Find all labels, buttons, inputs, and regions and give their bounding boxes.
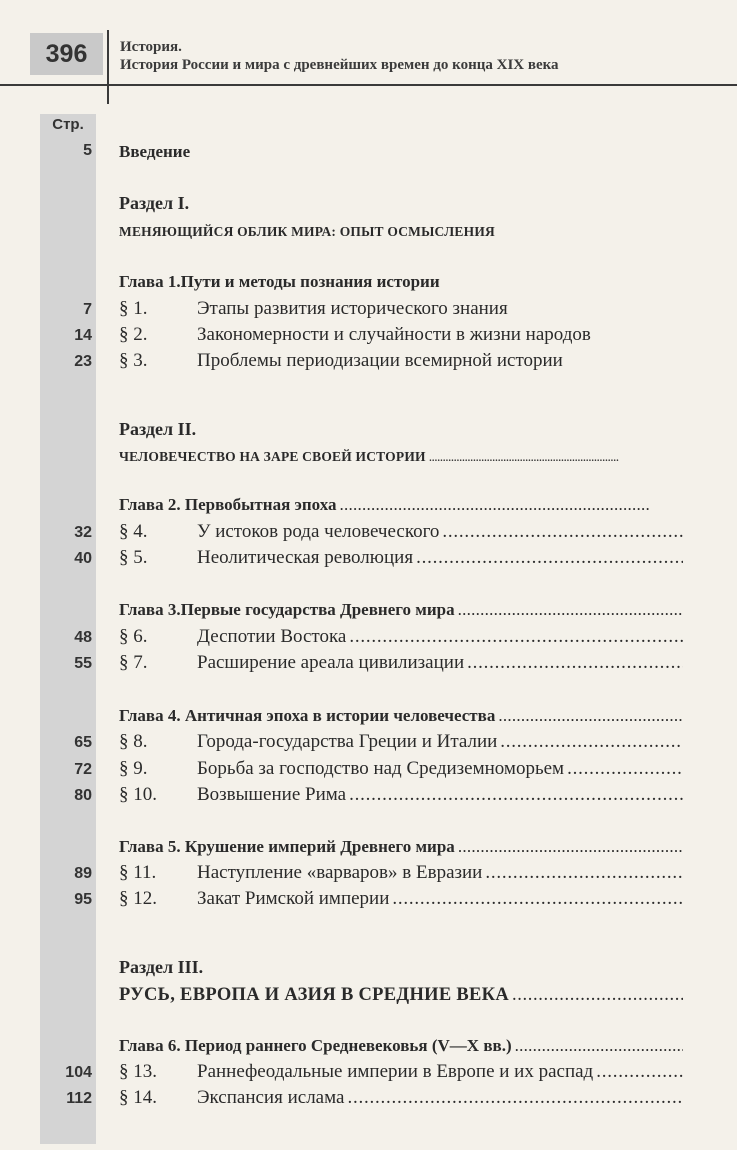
paragraph-title: Этапы развития исторического знания: [197, 298, 508, 319]
toc-paragraph-entry[interactable]: [119, 731, 683, 753]
leader-dots: [340, 495, 683, 515]
leader-dots: [349, 626, 683, 648]
toc-paragraph-entry[interactable]: [119, 547, 683, 569]
leader-dots: [416, 547, 683, 569]
paragraph-number: § 6.: [119, 626, 148, 647]
section-title[interactable]: [119, 985, 683, 1006]
gutter-label: Стр.: [52, 116, 84, 133]
paragraph-title: Расширение ареала цивилизации: [197, 652, 465, 673]
section-title[interactable]: [119, 449, 683, 465]
toc-paragraph-entry[interactable]: [119, 1061, 683, 1083]
header-vertical-rule: [107, 30, 109, 104]
section-label: [119, 193, 683, 214]
paragraph-number: § 12.: [119, 888, 157, 909]
toc-paragraph-entry[interactable]: [119, 1087, 683, 1109]
leader-dots: [512, 985, 683, 1006]
chapter-title: Глава 3.Первые государства Древнего мира: [119, 600, 455, 619]
header-horizontal-rule: [0, 84, 737, 86]
toc-chapter-entry[interactable]: [119, 706, 683, 726]
leader-dots: [567, 758, 683, 780]
toc-page-number: 80: [74, 787, 92, 804]
toc-paragraph-entry[interactable]: [119, 521, 683, 543]
section-label-text: Раздел II.: [119, 419, 197, 439]
page-number: 396: [30, 33, 103, 75]
leader-dots: [458, 837, 683, 857]
toc-chapter-entry[interactable]: [119, 837, 683, 857]
paragraph-title: Закат Римской империи: [197, 888, 390, 909]
toc-page-number: 65: [74, 734, 92, 751]
leader-dots: [500, 731, 683, 753]
paragraph-title: У истоков рода человеческого: [197, 521, 440, 542]
toc-intro-title: Введение: [119, 142, 191, 161]
toc-page-number: 14: [74, 327, 92, 344]
paragraph-title: Неолитическая революция: [197, 547, 414, 568]
toc-page-number: 95: [74, 891, 92, 908]
paragraph-title: Борьба за господство над Средиземноморьем: [197, 758, 565, 779]
paragraph-number: § 7.: [119, 652, 148, 673]
toc-page-number: 55: [74, 655, 92, 672]
paragraph-number: § 13.: [119, 1061, 157, 1082]
paragraph-title: Наступление «варваров» в Евразии: [197, 862, 483, 883]
paragraph-number: § 9.: [119, 758, 148, 779]
toc-paragraph-entry[interactable]: [119, 626, 683, 648]
paragraph-title: Закономерности и случайности в жизни народов: [197, 324, 591, 345]
section-title-text: РУСЬ, ЕВРОПА И АЗИЯ В СРЕДНИЕ ВЕКА: [119, 985, 510, 1005]
leader-dots: [442, 521, 683, 543]
paragraph-number: § 3.: [119, 350, 148, 371]
toc-paragraph-entry[interactable]: [119, 324, 683, 346]
section-title-text: ЧЕЛОВЕЧЕСТВО НА ЗАРЕ СВОЕЙ ИСТОРИИ: [119, 449, 426, 464]
section-label-text: Раздел III.: [119, 957, 204, 977]
running-header: [120, 38, 559, 74]
leader-dots: [485, 862, 683, 884]
paragraph-number: § 1.: [119, 298, 148, 319]
toc-page-number: 40: [74, 550, 92, 567]
toc-paragraph-entry[interactable]: [119, 350, 683, 372]
toc-chapter-entry[interactable]: [119, 495, 683, 515]
paragraph-number: § 10.: [119, 784, 157, 805]
toc-paragraph-entry[interactable]: [119, 758, 683, 780]
leader-dots: [458, 600, 683, 620]
running-header-line2: История России и мира с древнейших времен до конца XIX века: [120, 57, 559, 73]
toc-paragraph-entry[interactable]: [119, 784, 683, 806]
paragraph-title: Деспотии Востока: [197, 626, 347, 647]
toc-chapter-entry[interactable]: [119, 600, 683, 620]
paragraph-number: § 4.: [119, 521, 148, 542]
paragraph-number: § 8.: [119, 731, 148, 752]
chapter-title: Глава 6. Период раннего Средневековья (V—X вв.): [119, 1036, 512, 1055]
toc-intro-entry[interactable]: [119, 142, 683, 162]
chapter-title: Глава 5. Крушение империй Древнего мира: [119, 837, 455, 856]
leader-dots: [498, 706, 683, 726]
section-title[interactable]: [119, 224, 683, 240]
section-label-text: Раздел I.: [119, 193, 190, 213]
paragraph-number: § 2.: [119, 324, 148, 345]
leader-dots: [515, 1036, 683, 1056]
chapter-title: Глава 4. Античная эпоха в истории человечества: [119, 706, 496, 725]
leader-dots: [596, 1061, 683, 1083]
toc-paragraph-entry[interactable]: [119, 652, 683, 674]
toc-page-number: 72: [74, 761, 92, 778]
paragraph-title: Раннефеодальные империи в Европе и их распад: [197, 1061, 594, 1082]
paragraph-number: § 14.: [119, 1087, 157, 1108]
leader-dots: [467, 652, 683, 674]
leader-dots: [429, 449, 683, 465]
paragraph-title: Возвышение Рима: [197, 784, 347, 805]
toc-page-number: 5: [83, 142, 92, 159]
chapter-title: Глава 2. Первобытная эпоха: [119, 495, 337, 514]
paragraph-title: Экспансия ислама: [197, 1087, 345, 1108]
toc-paragraph-entry[interactable]: [119, 862, 683, 884]
toc-page-number: 7: [83, 301, 92, 318]
toc-paragraph-entry[interactable]: [119, 888, 683, 910]
toc-page-number: 32: [74, 524, 92, 541]
toc-chapter-entry[interactable]: [119, 1036, 683, 1056]
paragraph-number: § 11.: [119, 862, 157, 883]
paragraph-title: Проблемы периодизации всемирной истории: [197, 350, 563, 371]
toc-page-number: 112: [66, 1090, 92, 1107]
running-header-line1: История.: [120, 39, 182, 55]
paragraph-number: § 5.: [119, 547, 148, 568]
toc-chapter-entry[interactable]: [119, 272, 683, 292]
leader-dots: [347, 1087, 683, 1109]
leader-dots: [349, 784, 683, 806]
leader-dots: [392, 888, 683, 910]
paragraph-title: Города-государства Греции и Италии: [197, 731, 498, 752]
chapter-title: Глава 1.Пути и методы познания истории: [119, 272, 440, 291]
toc-page-number: 104: [65, 1064, 92, 1081]
toc-page-number: 48: [74, 629, 92, 646]
section-label: [119, 419, 683, 440]
toc-paragraph-entry[interactable]: [119, 298, 683, 320]
toc-page-number: 23: [74, 353, 92, 370]
toc-page-number: 89: [74, 865, 92, 882]
section-title-text: МЕНЯЮЩИЙСЯ ОБЛИК МИРА: ОПЫТ ОСМЫСЛЕНИЯ: [119, 224, 495, 239]
section-label: [119, 957, 683, 978]
